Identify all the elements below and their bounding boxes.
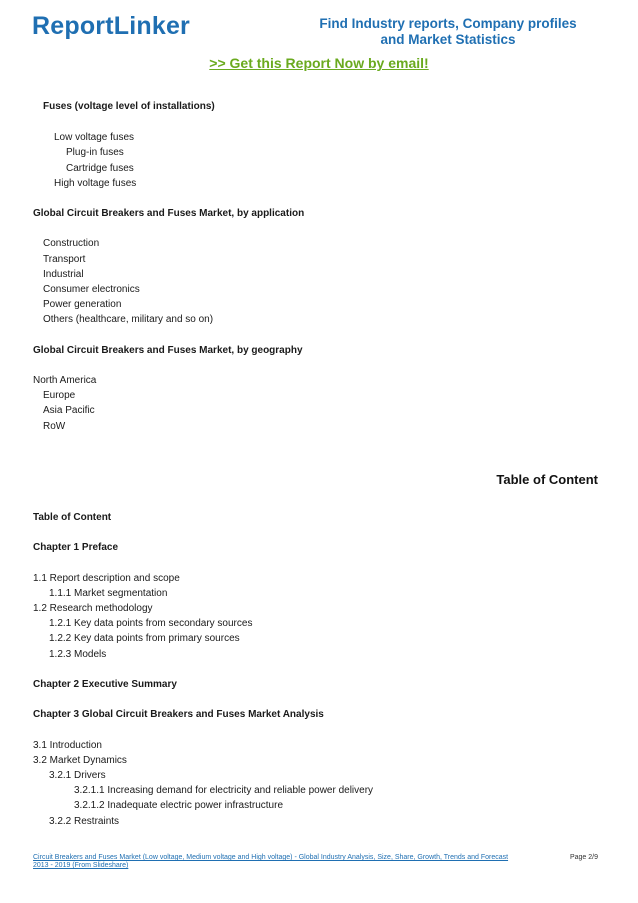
list-item: RoW [43, 421, 66, 432]
list-item: Industrial [43, 269, 84, 280]
toc-heading: Table of Content [496, 472, 598, 487]
list-item: 1.2.1 Key data points from secondary sources [49, 618, 253, 629]
section-heading: Fuses (voltage level of installations) [43, 101, 215, 112]
list-item: 1.1 Report description and scope [33, 573, 180, 584]
section-heading: Global Circuit Breakers and Fuses Market, by application [33, 208, 305, 219]
list-item: Europe [43, 390, 76, 401]
list-item: Plug-in fuses [66, 147, 124, 158]
list-item: 1.2 Research methodology [33, 603, 153, 614]
list-item: High voltage fuses [54, 178, 137, 189]
list-item: Transport [43, 254, 86, 265]
reportlinker-logo[interactable]: ReportLinker [32, 12, 190, 40]
tagline-line-1: Find Industry reports, Company profiles [319, 16, 577, 31]
list-item: 1.2.2 Key data points from primary sources [49, 633, 240, 644]
section-heading: Chapter 2 Executive Summary [33, 679, 177, 690]
page-number: Page 2/9 [569, 854, 598, 861]
list-item: 1.2.3 Models [49, 649, 107, 660]
list-item: 3.2.1.1 Increasing demand for electricity and reliable power delivery [74, 785, 374, 796]
list-item: 3.2.1.2 Inadequate electric power infrastructure [74, 800, 284, 811]
tagline-line-2: and Market Statistics [380, 32, 516, 47]
section-heading: Global Circuit Breakers and Fuses Market, by geography [33, 345, 303, 356]
list-item: Power generation [43, 299, 122, 310]
footer-report-link[interactable]: Circuit Breakers and Fuses Market (Low voltage, Medium voltage and High voltage) - Global Industry Analysis, Size, Share, Growth, Trends and Forecast 2013 - 2019 (From Slideshare) [33, 854, 509, 869]
list-item: North America [33, 375, 97, 386]
list-item: 3.1 Introduction [33, 740, 102, 751]
list-item: Asia Pacific [43, 405, 95, 416]
list-item: Construction [43, 238, 100, 249]
list-item: Consumer electronics [43, 284, 140, 295]
list-item: 3.2.1 Drivers [49, 770, 106, 781]
list-item: Low voltage fuses [54, 132, 135, 143]
list-item: 3.2 Market Dynamics [33, 755, 127, 766]
list-item: Cartridge fuses [66, 163, 134, 174]
section-heading: Table of Content [33, 512, 112, 523]
list-item: Others (healthcare, military and so on) [43, 314, 214, 325]
get-report-link[interactable]: >> Get this Report Now by email! [209, 55, 429, 71]
section-heading: Chapter 1 Preface [33, 542, 119, 553]
list-item: 1.1.1 Market segmentation [49, 588, 168, 599]
section-heading: Chapter 3 Global Circuit Breakers and Fuses Market Analysis [33, 709, 324, 720]
list-item: 3.2.2 Restraints [49, 816, 120, 827]
header-tagline [298, 16, 598, 48]
